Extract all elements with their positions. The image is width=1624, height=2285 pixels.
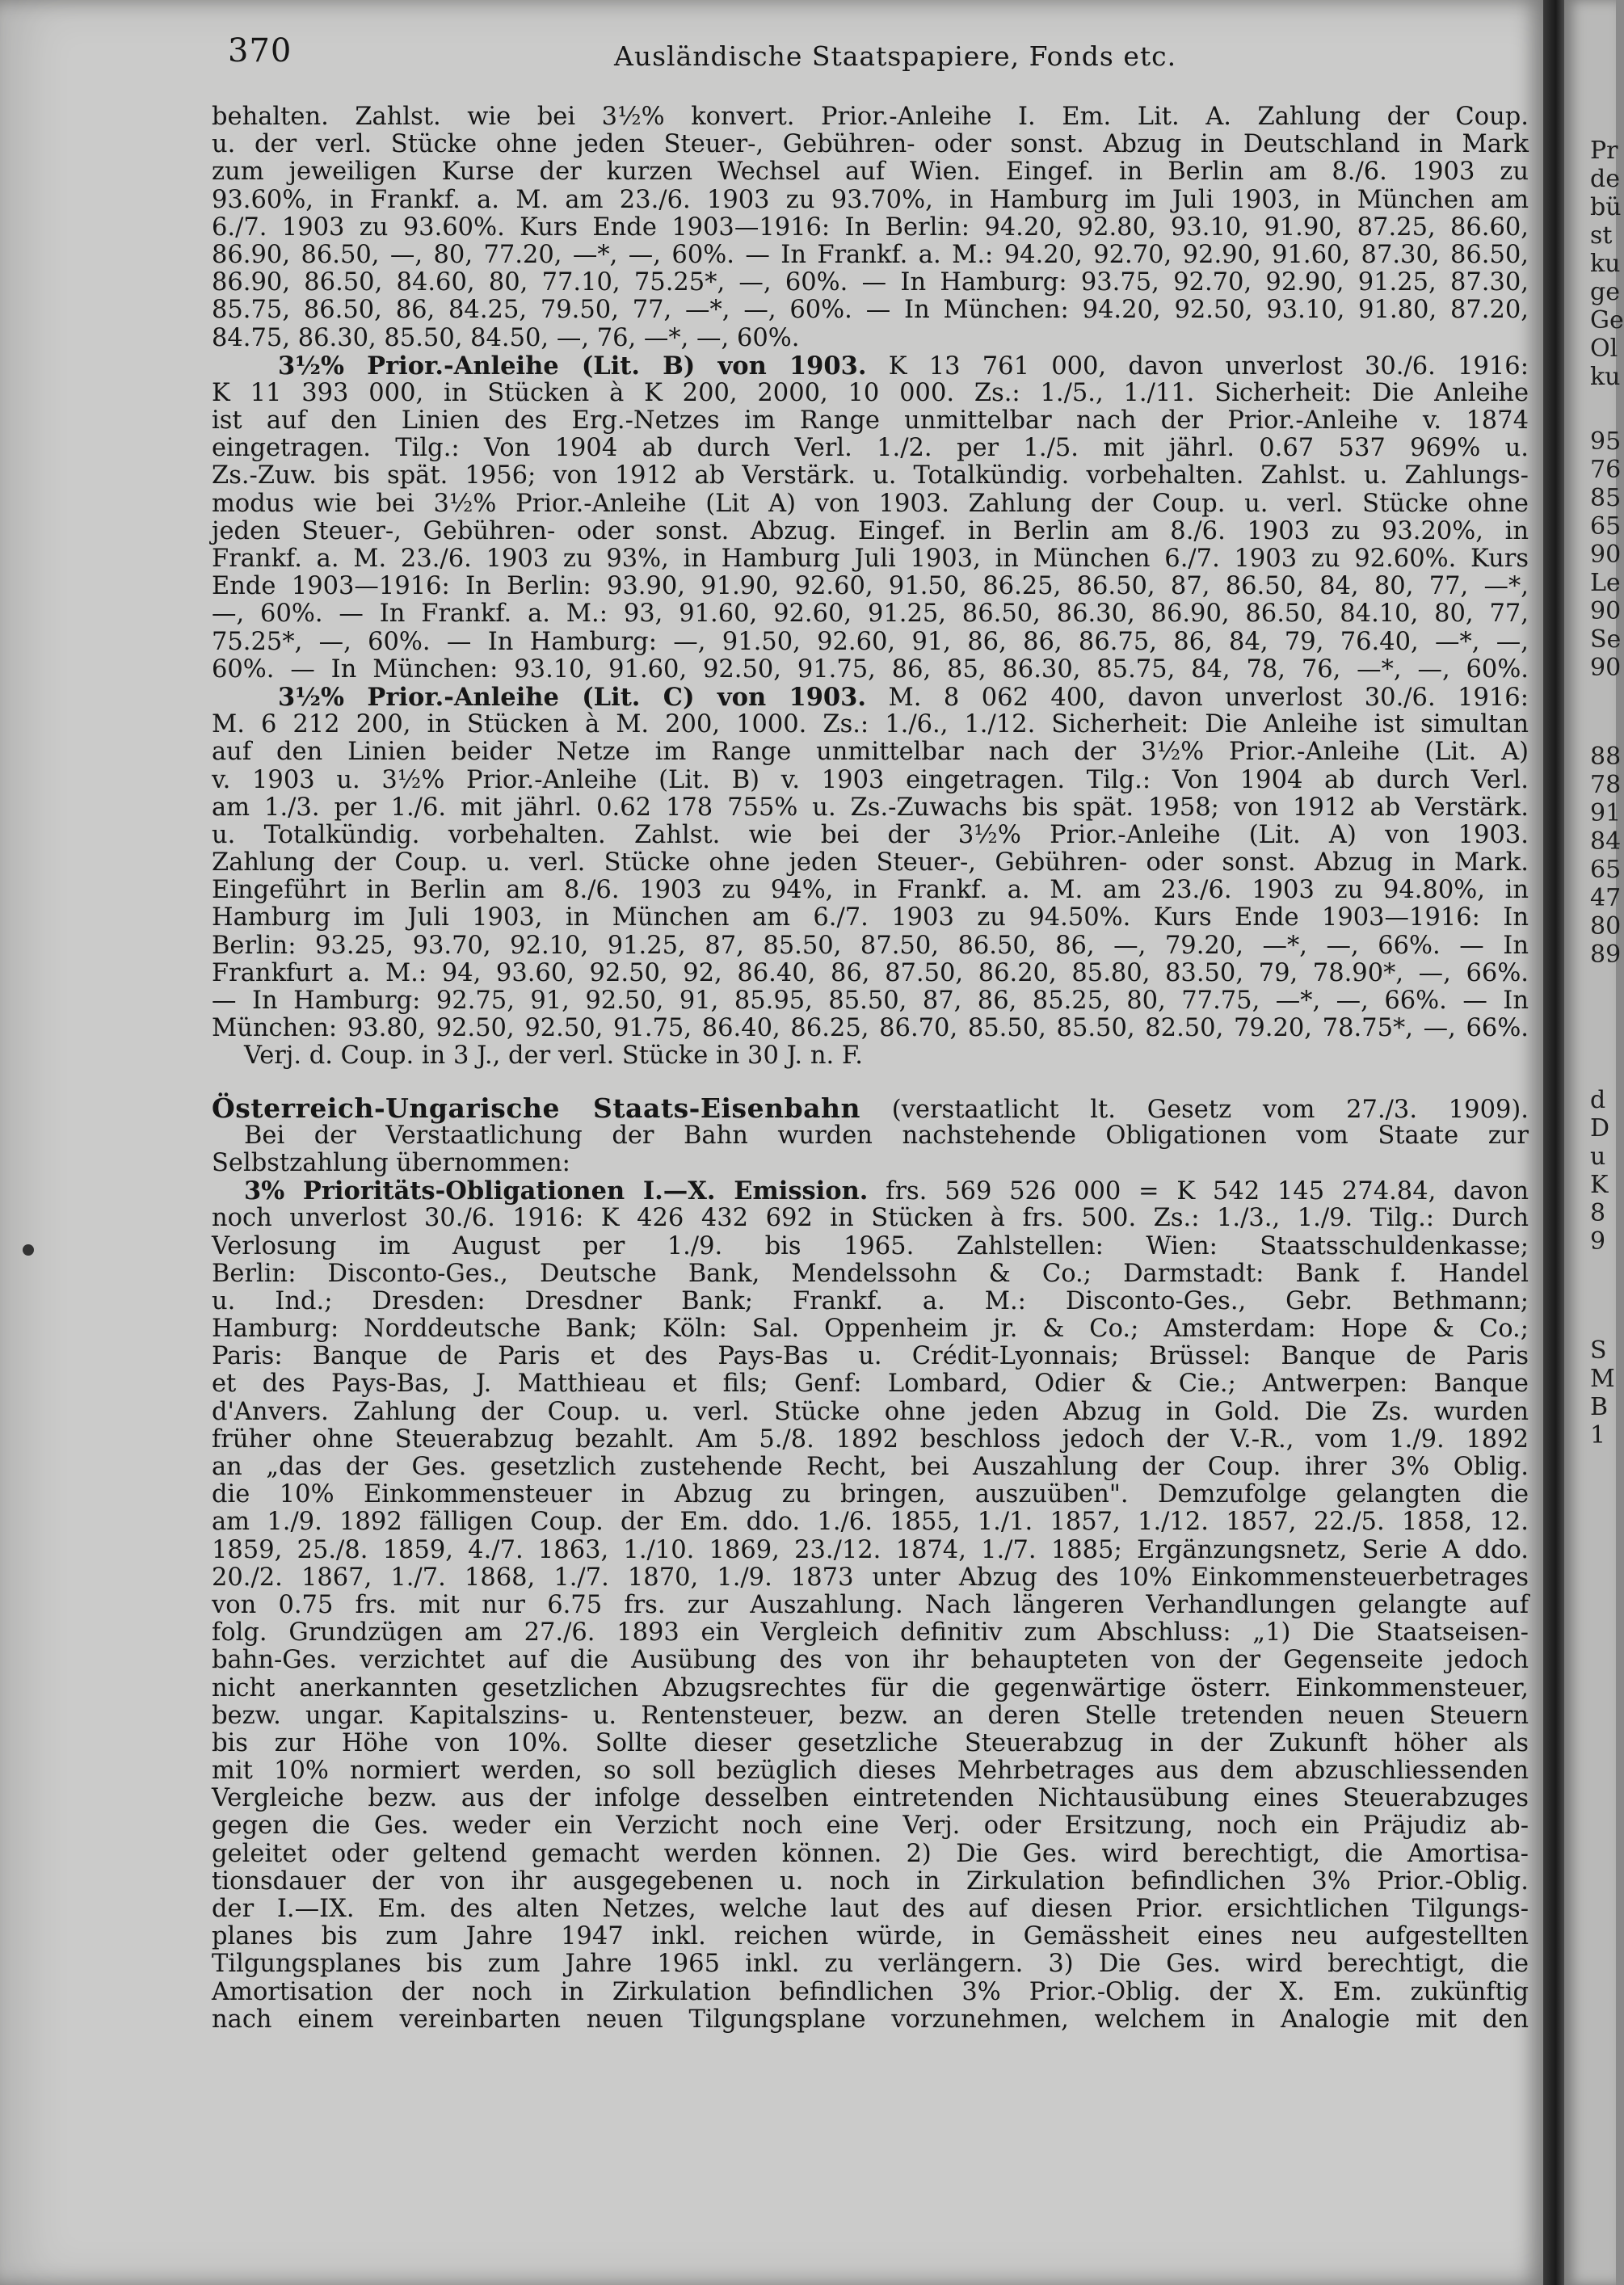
paper-speck <box>23 1244 34 1256</box>
adjacent-page-fragment: K <box>1590 1171 1609 1199</box>
adjacent-page-fragment: Le <box>1590 569 1621 597</box>
adjacent-page-fragment: B <box>1590 1393 1609 1421</box>
adjacent-page-fragment: 1 <box>1590 1421 1606 1450</box>
text-line: bis zur Höhe von 10%. Sollte dieser gesetzliche Steuerabzug in der Zukunft höher als <box>212 1728 1529 1757</box>
adjacent-page-fragment: 85 <box>1590 484 1622 512</box>
adjacent-page-fragment: 90 <box>1590 597 1622 625</box>
adjacent-page-fragment: Pr <box>1590 137 1618 165</box>
block-lit-c <box>212 711 1529 1042</box>
adjacent-page-fragment: ku <box>1590 250 1621 278</box>
block-lit-b <box>212 380 1529 684</box>
text-line: geleitet oder geltend gemacht werden können. 2) Die Ges. wird berechtigt, die Amortisa- <box>212 1839 1529 1868</box>
text-line: Berlin: 93.25, 93.70, 92.10, 91.25, 87, 85.50, 87.50, 86.50, 86, —, 79.20, —*, —, 66%. — In <box>212 931 1529 960</box>
adjacent-page-fragment: 88 <box>1590 743 1622 771</box>
book-gutter <box>1543 0 1564 2285</box>
section-text <box>212 1205 1529 2034</box>
text-line: Bei der Verstaatlichung der Bahn wurden nachstehende Obligationen vom Staate zur <box>244 1121 1529 1150</box>
text-line: jeden Steuer-, Gebühren- oder sonst. Abzug. Eingef. in Berlin am 8./6. 1903 zu 93.20%, in <box>212 516 1529 545</box>
adjacent-page-fragment: M <box>1590 1365 1615 1393</box>
text-line: von 0.75 frs. mit nur 6.75 frs. zur Auszahlung. Nach längeren Verhandlungen gelangte auf <box>212 1590 1529 1619</box>
adjacent-page-fragment: d <box>1590 1086 1606 1114</box>
text-line: Frankf. a. M. 23./6. 1903 zu 93%, in Hamburg Juli 1903, in München 6./7. 1903 zu 92.60%. Kurs <box>212 545 1529 573</box>
text-line: ist auf den Linien des Erg.-Netzes im Range unmittelbar nach der Prior.-Anleihe v. 1874 <box>212 406 1529 436</box>
adjacent-page-fragment: Se <box>1590 625 1622 654</box>
text-line: 86.90, 86.50, —, 80, 77.20, —*, —, 60%. — In Frankf. a. M.: 94.20, 92.70, 92.90, 91.60, 87.30, 86.50, <box>212 240 1529 269</box>
text-line: Zahlung der Coup. u. verl. Stücke ohne jeden Steuer-, Gebühren- oder sonst. Abzug in Mark. <box>212 848 1529 877</box>
adjacent-page-fragment: 65 <box>1590 856 1622 884</box>
adjacent-page-fragment: 65 <box>1590 512 1622 541</box>
adjacent-page-fragment: 76 <box>1590 456 1622 484</box>
text-line: folg. Grundzügen am 27./6. 1893 ein Vergleich definitiv zum Abschluss: „1) Die Staatseisen- <box>212 1618 1529 1647</box>
text-line: planes bis zum Jahre 1947 inkl. reichen würde, in Gemässheit eines neu aufgestellten <box>212 1922 1529 1951</box>
text-line: Selbstzahlung übernommen: <box>212 1148 570 1177</box>
text-line: et des Pays-Bas, J. Matthieau et fils; Genf: Lombard, Odier & Cie.; Antwerpen: Banque <box>212 1370 1529 1399</box>
text-line: mit 10% normiert werden, so soll bezüglich dieses Mehrbetrages aus dem abzuschliessenden <box>212 1757 1529 1786</box>
adjacent-page-fragment: de <box>1590 165 1620 193</box>
text-line: bahn-Ges. verzichtet auf die Ausübung des von ihr behaupteten von der Gegenseite jedoch <box>212 1646 1529 1675</box>
sub-heading <box>212 1177 1529 1205</box>
adjacent-page-fragment: Ol <box>1590 335 1618 363</box>
text-line: am 1./9. 1892 fälligen Coup. der Em. ddo. 1./6. 1855, 1./1. 1857, 1./12. 1857, 22./5. 1858, 12. <box>212 1508 1529 1537</box>
adjacent-page-fragment: 89 <box>1590 941 1622 969</box>
heading-lit-b-title: 3½% Prior.-Anleihe (Lit. B) von 1903. <box>278 351 867 381</box>
page-number: 370 <box>228 32 292 69</box>
text-line: u. Totalkündig. vorbehalten. Zahlst. wie bei der 3½% Prior.-Anleihe (Lit. A) von 1903. <box>212 820 1529 849</box>
adjacent-page-fragment: 90 <box>1590 654 1622 682</box>
text-line: u. der verl. Stücke ohne jeden Steuer-, Gebühren- oder sonst. Abzug in Deutschland in Mark <box>212 130 1529 159</box>
section-title: Österreich-Ungarische Staats-Eisenbahn <box>212 1092 861 1124</box>
text-line: 6./7. 1903 zu 93.60%. Kurs Ende 1903—1916: In Berlin: 94.20, 92.80, 93.10, 91.90, 87.25, 86.60, <box>212 213 1529 242</box>
adjacent-page-edge <box>1564 0 1624 2285</box>
heading-lit-b <box>212 352 1529 380</box>
heading-lit-c-rest: M. 8 062 400, davon unverlost 30./6. 1916: <box>888 683 1529 712</box>
section-title-rest: (verstaatlicht lt. Gesetz vom 27./3. 1909). <box>891 1095 1529 1124</box>
adjacent-page-fragment: 8 <box>1590 1199 1606 1227</box>
text-line: Amortisation der noch in Zirkulation befindlichen 3% Prior.-Oblig. der X. Em. zukünftig <box>212 1977 1529 2006</box>
text-line: 86.90, 86.50, 84.60, 80, 77.10, 75.25*, —, 60%. — In Hamburg: 93.75, 92.70, 92.90, 91.25, 87.30, <box>212 268 1529 297</box>
adjacent-page-fragment: st <box>1590 221 1613 250</box>
text-line: 75.25*, —, 60%. — In Hamburg: —, 91.50, 92.60, 91, 86, 86, 86.75, 86, 84, 79, 76.40, —*, —, <box>212 627 1529 656</box>
adjacent-page-fragment: 47 <box>1590 884 1622 912</box>
text-line: eingetragen. Tilg.: Von 1904 ab durch Verl. 1./2. per 1./5. mit jährl. 0.67 537 969% u. <box>212 434 1529 463</box>
adjacent-page-fragment: ge <box>1590 278 1620 306</box>
text-line: an „das der Ges. gesetzlich zustehende Recht, bei Auszahlung der Coup. ihrer 3% Oblig. <box>212 1453 1529 1481</box>
text-line: München: 93.80, 92.50, 92.50, 91.75, 86.40, 86.25, 86.70, 85.50, 85.50, 82.50, 79.20, 78.75*, —, 66%. <box>212 1014 1529 1043</box>
adjacent-page-fragment: 95 <box>1590 427 1622 456</box>
text-line: Berlin: Disconto-Ges., Deutsche Bank, Mendelssohn & Co.; Darmstadt: Bank f. Handel <box>212 1259 1529 1288</box>
running-head: Ausländische Staatspapiere, Fonds etc. <box>614 40 1177 72</box>
text-line: die 10% Einkommensteuer in Abzug zu bringen, auszuüben". Demzufolge gelangten die <box>212 1480 1529 1509</box>
text-line: M. 6 212 200, in Stücken à M. 200, 1000. Zs.: 1./6., 1./12. Sicherheit: Die Anleihe ist simultan <box>212 710 1529 739</box>
page-body <box>212 103 1529 2034</box>
text-line: auf den Linien beider Netze im Range unmittelbar nach der 3½% Prior.-Anleihe (Lit. A) <box>212 738 1529 767</box>
text-line: 60%. — In München: 93.10, 91.60, 92.50, 91.75, 86, 85, 86.30, 85.75, 84, 78, 76, —*, —, 60%. <box>212 654 1529 684</box>
text-line: v. 1903 u. 3½% Prior.-Anleihe (Lit. B) v. 1903 eingetragen. Tilg.: Von 1904 ab durch Verl. <box>212 765 1529 794</box>
adjacent-page-fragment: 90 <box>1590 541 1622 569</box>
text-line: Zs.-Zuw. bis spät. 1956; von 1912 ab Verstärk. u. Totalkündig. vorbehalten. Zahlst. u. Zahlungs- <box>212 461 1529 490</box>
text-line: Eingeführt in Berlin am 8./6. 1903 zu 94%, in Frankf. a. M. am 23./6. 1903 zu 94.80%, in <box>212 876 1529 905</box>
text-line: —, 60%. — In Frankf. a. M.: 93, 91.60, 92.60, 91.25, 86.50, 86.30, 86.90, 86.50, 84.10, 80, 77, <box>212 600 1529 629</box>
text-line: Vergleiche bezw. aus der infolge desselben eintretenden Nichtausübung eines Steuerabzuges <box>212 1784 1529 1813</box>
page-header <box>0 32 1543 73</box>
text-line: tionsdauer der von ihr ausgegebenen u. noch in Zirkulation befindlichen 3% Prior.-Oblig. <box>212 1866 1529 1896</box>
section-intro <box>212 1122 1529 1177</box>
text-line: 93.60%, in Frankf. a. M. am 23./6. 1903 zu 93.70%, in Hamburg im Juli 1903, in München am <box>212 185 1529 214</box>
adjacent-page-fragment: 91 <box>1590 799 1622 827</box>
text-line: K 11 393 000, in Stücken à K 200, 2000, 10 000. Zs.: 1./5., 1./11. Sicherheit: Die Anleihe <box>212 378 1529 407</box>
sub-heading-rest: frs. 569 526 000 = K 542 145 274.84, davon <box>886 1177 1529 1206</box>
heading-lit-c <box>212 684 1529 711</box>
adjacent-page-fragment: 78 <box>1590 771 1622 799</box>
text-line: behalten. Zahlst. wie bei 3½% konvert. Prior.-Anleihe I. Em. Lit. A. Zahlung der Coup. <box>212 103 1529 131</box>
adjacent-page-fragment: S <box>1590 1336 1607 1365</box>
text-line: 84.75, 86.30, 85.50, 84.50, —, 76, —*, —, 60%. <box>212 323 800 352</box>
text-line: noch unverlost 30./6. 1916: K 426 432 692 in Stücken à frs. 500. Zs.: 1./3., 1./9. Tilg.: Durch <box>212 1204 1529 1233</box>
section-heading <box>212 1092 1529 1124</box>
text-line: gegen die Ges. weder ein Verzicht noch eine Verj. oder Ersitzung, noch ein Präjudiz ab- <box>212 1812 1529 1841</box>
text-line: modus wie bei 3½% Prior.-Anleihe (Lit A) von 1903. Zahlung der Coup. u. verl. Stücke ohne <box>212 489 1529 518</box>
adjacent-page-fragment: ku <box>1590 363 1621 391</box>
verj-line: Verj. d. Coup. in 3 J., der verl. Stücke in 30 J. n. F. <box>244 1042 863 1071</box>
adjacent-page-fragment: D <box>1590 1114 1610 1142</box>
adjacent-page-fragment: 80 <box>1590 912 1622 941</box>
text-line: Verlosung im August per 1./9. bis 1965. Zahlstellen: Wien: Staatsschuldenkasse; <box>212 1231 1529 1260</box>
adjacent-page-fragment: Ge <box>1590 306 1624 335</box>
text-line: nach einem vereinbarten neuen Tilgungsplane vorzunehmen, welchem in Analogie mit den <box>212 2005 1529 2034</box>
text-line: 85.75, 86.50, 86, 84.25, 79.50, 77, —*, —, 60%. — In München: 94.20, 92.50, 93.10, 91.80, 87.20, <box>212 296 1529 325</box>
text-line: Ende 1903—1916: In Berlin: 93.90, 91.90, 92.60, 91.50, 86.25, 86.50, 87, 86.50, 84, 80, 77, —*, <box>212 572 1529 601</box>
heading-lit-c-title: 3½% Prior.-Anleihe (Lit. C) von 1903. <box>278 682 866 712</box>
block-lit-a-continuation <box>212 103 1529 352</box>
text-line: zum jeweiligen Kurse der kurzen Wechsel auf Wien. Eingef. in Berlin am 8./6. 1903 zu <box>212 158 1529 187</box>
text-line: u. Ind.; Dresden: Dresdner Bank; Frankf. a. M.: Disconto-Ges., Gebr. Bethmann; <box>212 1286 1529 1315</box>
section-gap <box>212 1071 1529 1095</box>
adjacent-page-fragment: 9 <box>1590 1227 1606 1256</box>
text-line: nicht anerkannten gesetzlichen Abzugsrechtes für die gegenwärtige österr. Einkommensteuer, <box>212 1673 1529 1702</box>
text-line: früher ohne Steuerabzug bezahlt. Am 5./8. 1892 beschloss jedoch der V.-R., vom 1./9. 1892 <box>212 1424 1529 1454</box>
text-line: bezw. ungar. Kapitalszins- u. Rentensteuer, bezw. an deren Stelle tretenden neuen Steuern <box>212 1701 1529 1730</box>
text-line: d'Anvers. Zahlung der Coup. u. verl. Stücke ohne jeden Abzug in Gold. Die Zs. wurden <box>212 1397 1529 1426</box>
sub-heading-title: 3% Prioritäts-Obligationen I.—X. Emission. <box>244 1176 869 1206</box>
heading-lit-b-rest: K 13 761 000, davon unverlost 30./6. 1916: <box>888 351 1529 381</box>
adjacent-page-fragment: bü <box>1590 193 1622 221</box>
adjacent-page-fragment: 84 <box>1590 827 1622 856</box>
text-line: — In Hamburg: 92.75, 91, 92.50, 91, 85.95, 85.50, 87, 86, 85.25, 80, 77.75, —*, —, 66%. — In <box>212 987 1529 1015</box>
text-line: am 1./3. per 1./6. mit jährl. 0.62 178 755% u. Zs.-Zuwachs bis spät. 1958; von 1912 ab Verstärk. <box>212 793 1529 822</box>
text-line: 20./2. 1867, 1./7. 1868, 1./7. 1870, 1./9. 1873 unter Abzug des 10% Einkommensteuerbetrages <box>212 1563 1529 1592</box>
adjacent-page-fragment: u <box>1590 1142 1606 1171</box>
text-line: 1859, 25./8. 1859, 4./7. 1863, 1./10. 1869, 23./12. 1874, 1./7. 1885; Ergänzungsnetz, Serie A ddo. <box>212 1535 1529 1564</box>
text-line: der I.—IX. Em. des alten Netzes, welche laut des auf diesen Prior. ersichtlichen Tilgungs- <box>212 1895 1529 1923</box>
text-line: Paris: Banque de Paris et des Pays-Bas u. Crédit-Lyonnais; Brüssel: Banque de Paris <box>212 1342 1529 1371</box>
text-line: Frankfurt a. M.: 94, 93.60, 92.50, 92, 86.40, 86, 87.50, 86.20, 85.80, 83.50, 79, 78.90*, —, 66%. <box>212 958 1529 987</box>
text-line: Hamburg: Norddeutsche Bank; Köln: Sal. Oppenheim jr. & Co.; Amsterdam: Hope & Co.; <box>212 1315 1529 1344</box>
text-line: Hamburg im Juli 1903, in München am 6./7. 1903 zu 94.50%. Kurs Ende 1903—1916: In <box>212 903 1529 932</box>
text-line: Tilgungsplanes bis zum Jahre 1965 inkl. zu verlängern. 3) Die Ges. wird berechtigt, die <box>212 1950 1529 1979</box>
